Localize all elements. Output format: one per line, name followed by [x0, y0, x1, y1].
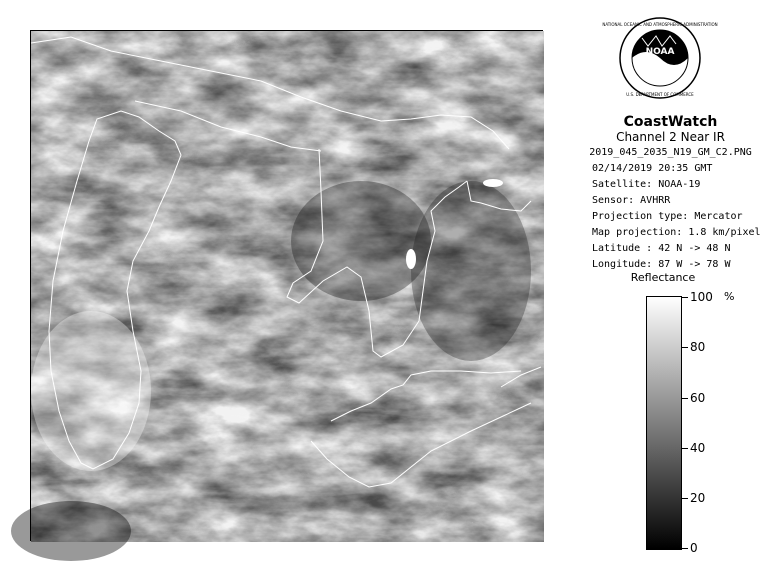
map-projection-label: Map projection: 1.8 km/pixel — [592, 227, 761, 238]
scale-tick — [682, 297, 688, 298]
noaa-logo-ring-bottom: U.S. DEPARTMENT OF COMMERCE — [626, 92, 694, 97]
scale-tick — [682, 448, 688, 449]
datetime-label: 02/14/2019 20:35 GMT — [592, 163, 713, 174]
scale-tick — [682, 498, 688, 499]
scale-tick — [682, 548, 688, 549]
file-name: 2019_045_2035_N19_GM_C2.PNG — [589, 147, 752, 158]
scale-tick — [682, 398, 688, 399]
satellite-image[interactable] — [30, 30, 543, 541]
projection-type-label: Projection type: Mercator — [592, 211, 743, 222]
scale-tick-label: 0 — [690, 541, 698, 555]
longitude-label: Longitude: 87 W -> 78 W — [592, 259, 731, 270]
noaa-logo-text: NOAA — [645, 47, 675, 57]
reflectance-colorbar — [646, 296, 682, 550]
noaa-logo-ring-top: NATIONAL OCEANIC AND ATMOSPHERIC ADMINISTRATION — [602, 22, 718, 27]
scale-tick — [682, 347, 688, 348]
scale-tick-label: 60 — [690, 391, 706, 405]
product-title: CoastWatch — [623, 114, 718, 130]
satellite-label: Satellite: NOAA-19 — [592, 179, 701, 190]
scale-tick-label: 40 — [690, 441, 706, 455]
sensor-label: Sensor: AVHRR — [592, 195, 671, 206]
latitude-label: Latitude : 42 N -> 48 N — [592, 243, 731, 254]
scale-units: % — [724, 290, 735, 303]
scale-title: Reflectance — [630, 271, 696, 284]
noaa-logo — [602, 16, 718, 100]
scale-tick-label: 100 — [690, 290, 713, 304]
scale-tick-label: 80 — [690, 340, 706, 354]
scale-tick-label: 20 — [690, 491, 706, 505]
satellite-image-canvas — [31, 31, 544, 542]
channel-subtitle: Channel 2 Near IR — [616, 130, 725, 144]
